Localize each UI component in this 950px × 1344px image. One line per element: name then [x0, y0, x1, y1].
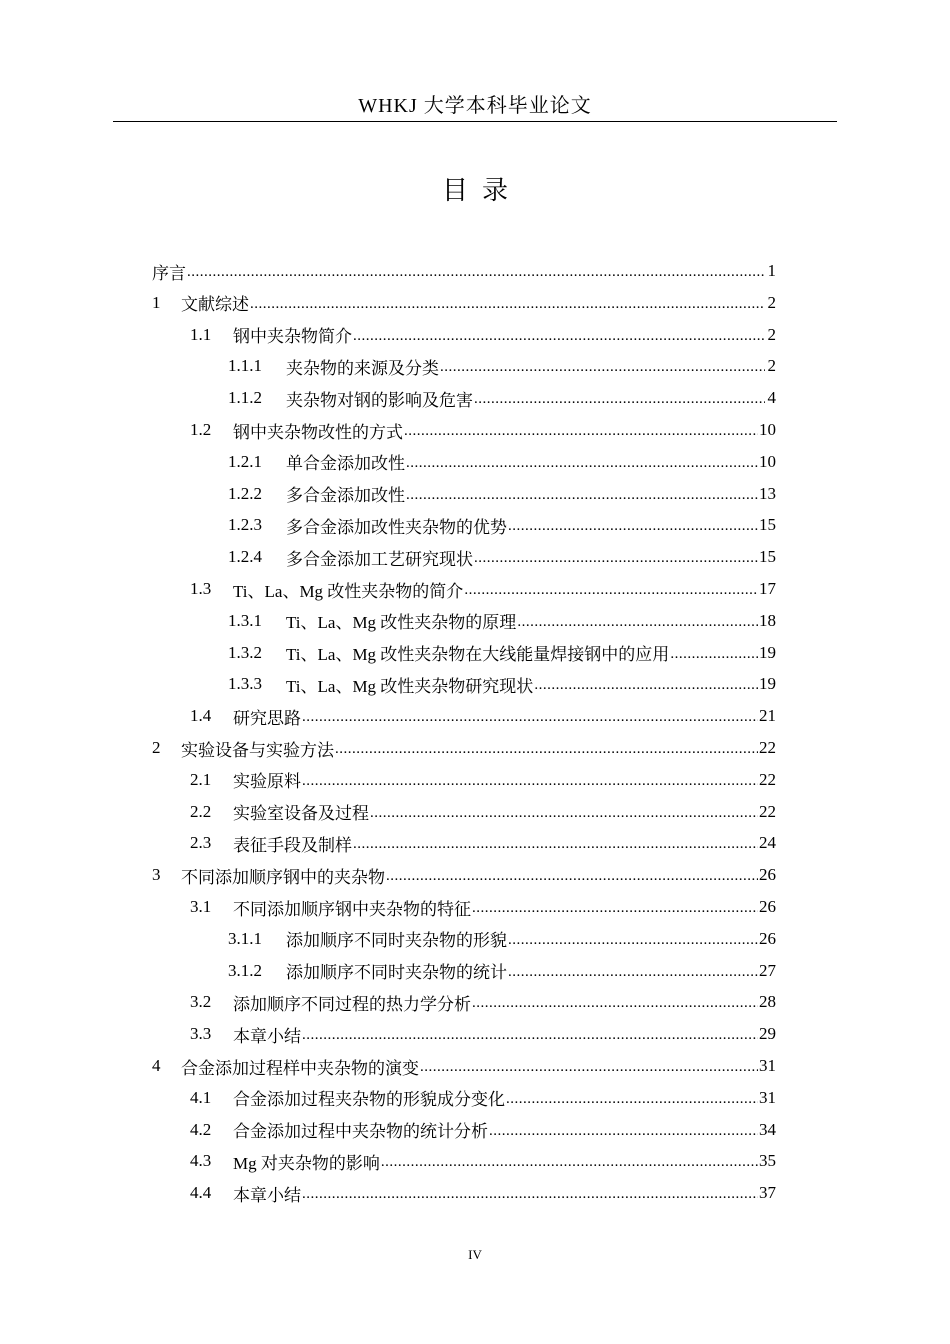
toc-leader-dots [381, 1152, 758, 1170]
toc-entry-number: 3.1.2 [228, 960, 262, 980]
toc-entry-number: 1.1.1 [228, 356, 262, 376]
toc-entry-number: 1.1 [190, 324, 212, 344]
toc-entry-page: 15 [759, 515, 776, 535]
toc-entry[interactable] [190, 415, 776, 445]
toc-leader-dots [508, 930, 758, 948]
toc-entry-title: 文献综述 [181, 295, 249, 315]
toc-leader-dots [474, 389, 765, 407]
toc-entry-page: 31 [759, 1087, 776, 1107]
toc-entry-number: 1.2.3 [228, 515, 262, 535]
toc-entry[interactable] [228, 447, 776, 477]
toc-entry-number: 1.3 [190, 579, 212, 598]
toc-entry-page: 26 [759, 865, 776, 885]
toc-entry-page: 22 [759, 738, 776, 757]
toc-entry[interactable] [190, 765, 776, 795]
toc-entry-title: 实验室设备及过程 [233, 804, 369, 824]
toc-entry-page: 18 [759, 610, 776, 630]
toc-entry[interactable] [190, 1083, 776, 1113]
toc-leader-dots [406, 453, 758, 471]
toc-entry-number: 1.4 [190, 706, 212, 726]
toc-leader-dots [250, 294, 765, 312]
toc-entry[interactable] [152, 1051, 776, 1081]
toc-entry-title: Ti、La、Mg 改性夹杂物研究现状 [286, 676, 534, 696]
toc-entry-page: 24 [759, 833, 776, 853]
toc-entry-page: 10 [759, 420, 776, 439]
toc-entry-title: 夹杂物的来源及分类 [286, 358, 439, 378]
toc-leader-dots [386, 866, 758, 884]
toc-entry-page: 2 [767, 356, 776, 376]
toc-entry-number: 2.1 [190, 769, 212, 789]
toc-entry-number: 1.3.1 [228, 610, 262, 630]
toc-entry-title: 钢中夹杂物改性的方式 [233, 422, 403, 442]
toc-leader-dots [670, 644, 758, 662]
toc-entry-page: 13 [759, 483, 776, 503]
toc-entry[interactable] [190, 797, 776, 827]
toc-entry-title: 单合金添加改性 [286, 454, 405, 474]
toc-entry[interactable] [228, 956, 776, 986]
toc-entry-title: Mg 对夹杂物的影响 [233, 1153, 380, 1173]
toc-entry[interactable] [190, 701, 776, 731]
toc-entry[interactable] [152, 733, 776, 763]
toc-entry-number: 3.1 [190, 897, 212, 916]
toc-entry-page: 34 [759, 1119, 776, 1139]
toc-entry-title: Ti、La、Mg 改性夹杂物的原理 [286, 613, 517, 633]
toc-entry-title: 实验设备与实验方法 [181, 740, 334, 760]
toc-entry[interactable] [228, 606, 776, 636]
toc-entry[interactable] [228, 924, 776, 954]
toc-leader-dots [335, 739, 758, 757]
toc-leader-dots [302, 1025, 758, 1043]
toc-entry-number: 1.3.3 [228, 674, 262, 694]
toc-leader-dots [404, 421, 758, 439]
toc-leader-dots [489, 1121, 758, 1139]
toc-title: 目录 [441, 176, 522, 206]
toc-leader-dots [472, 898, 758, 916]
toc-leader-dots [506, 1089, 758, 1107]
toc-entry-title: 本章小结 [233, 1185, 301, 1205]
toc-entry-number: 4.1 [190, 1087, 212, 1107]
toc-entry-title: Ti、La、Mg 改性夹杂物的简介 [233, 581, 464, 601]
toc-entry-page: 4 [767, 388, 776, 408]
toc-entry[interactable] [228, 351, 776, 381]
toc-leader-dots [440, 357, 765, 375]
toc-entry-title: 添加顺序不同时夹杂物的统计 [286, 963, 507, 983]
toc-entry-title: 添加顺序不同时夹杂物的形貌 [286, 931, 507, 951]
toc-entry-number: 2 [152, 738, 161, 757]
toc-entry-title: 本章小结 [233, 1026, 301, 1046]
toc-entry-title: 多合金添加改性夹杂物的优势 [286, 517, 507, 537]
toc-entry-title: Ti、La、Mg 改性夹杂物在大线能量焊接钢中的应用 [286, 645, 670, 665]
toc-entry-page: 22 [759, 769, 776, 789]
toc-leader-dots [353, 834, 758, 852]
toc-entry-number: 3.1.1 [228, 928, 262, 948]
toc-leader-dots [508, 962, 758, 980]
toc-entry[interactable] [190, 1019, 776, 1049]
toc-entry[interactable] [190, 1115, 776, 1145]
toc-entry[interactable] [190, 987, 776, 1017]
toc-entry-number: 1.2.2 [228, 483, 262, 503]
toc-leader-dots [508, 516, 758, 534]
toc-entry[interactable] [190, 1146, 776, 1176]
toc-leader-dots [517, 612, 758, 630]
toc-leader-dots [406, 485, 758, 503]
toc-entry[interactable] [152, 288, 776, 318]
toc-entry-page: 31 [759, 1056, 776, 1075]
toc-entry-number: 1.2.1 [228, 451, 262, 471]
toc-entry[interactable] [228, 479, 776, 509]
toc-entry-number: 1.2.4 [228, 547, 262, 567]
toc-entry-title: 合金添加过程样中夹杂物的演变 [181, 1058, 419, 1078]
toc-entry-page: 19 [759, 642, 776, 662]
toc-leader-dots [187, 262, 765, 280]
toc-entry[interactable] [228, 542, 776, 572]
toc-entry-title: 多合金添加改性 [286, 486, 405, 506]
toc-entry-page: 15 [759, 547, 776, 567]
toc-entry-number: 1.2 [190, 420, 212, 439]
toc-entry[interactable] [228, 510, 776, 540]
toc-entry-title: 实验原料 [233, 772, 301, 792]
toc-entry-page: 26 [759, 897, 776, 916]
toc-leader-dots [474, 548, 758, 566]
toc-entry-number: 3.3 [190, 1024, 212, 1044]
toc-leader-dots [302, 1184, 758, 1202]
toc-leader-dots [302, 771, 758, 789]
toc-leader-dots [472, 993, 758, 1011]
toc-entry[interactable] [190, 320, 776, 350]
toc-leader-dots [302, 707, 758, 725]
toc-entry-page: 19 [759, 674, 776, 694]
toc-entry[interactable] [190, 1178, 776, 1208]
toc-entry-title: 序言 [152, 263, 186, 283]
toc-entry-page: 28 [759, 992, 776, 1012]
toc-leader-dots [370, 803, 758, 821]
toc-entry[interactable] [152, 860, 776, 890]
toc-entry-number: 4.3 [190, 1151, 212, 1171]
toc-entry[interactable] [190, 828, 776, 858]
toc-entry-page: 1 [767, 261, 776, 280]
toc-entry-page: 17 [759, 579, 776, 598]
toc-entry-number: 4.2 [190, 1119, 212, 1139]
toc-entry-title: 多合金添加工艺研究现状 [286, 549, 473, 569]
toc-entry[interactable] [228, 669, 776, 699]
toc-entry-title: 合金添加过程中夹杂物的统计分析 [233, 1122, 488, 1142]
page-number: IV [468, 1247, 482, 1262]
toc-entry-page: 2 [767, 324, 776, 344]
toc-entry-title: 不同添加顺序钢中的夹杂物 [181, 867, 385, 887]
toc-entry[interactable] [228, 383, 776, 413]
toc-entry-title: 表征手段及制样 [233, 835, 352, 855]
toc-entry[interactable] [152, 256, 776, 286]
toc-entry-page: 35 [759, 1151, 776, 1171]
toc-entry-title: 研究思路 [233, 708, 301, 728]
toc-entry-page: 37 [759, 1183, 776, 1203]
toc-entry-title: 不同添加顺序钢中夹杂物的特征 [233, 899, 471, 919]
toc-leader-dots [353, 326, 765, 344]
toc-entry-title: 钢中夹杂物简介 [233, 327, 352, 347]
toc-entry-page: 21 [759, 706, 776, 726]
toc-entry[interactable] [228, 638, 776, 668]
toc-entry-title: 合金添加过程夹杂物的形貌成分变化 [233, 1090, 505, 1110]
toc-entry[interactable] [190, 892, 776, 922]
toc-entry-title: 夹杂物对钢的影响及危害 [286, 390, 473, 410]
toc-leader-dots [420, 1057, 758, 1075]
toc-entry-number: 1 [152, 292, 161, 312]
toc-entry-page: 27 [759, 960, 776, 980]
toc-leader-dots [464, 580, 758, 598]
toc-entry-number: 3 [152, 865, 161, 885]
toc-entry-number: 2.2 [190, 801, 212, 821]
toc-entry-page: 29 [759, 1024, 776, 1044]
toc-entry-page: 22 [759, 801, 776, 821]
toc-entry-number: 2.3 [190, 833, 212, 853]
toc-entry-page: 10 [759, 451, 776, 471]
toc-entry[interactable] [190, 574, 776, 604]
toc-entry-number: 1.3.2 [228, 642, 262, 662]
toc-entry-number: 4 [152, 1056, 161, 1075]
toc-entry-number: 1.1.2 [228, 388, 262, 408]
toc-entry-number: 4.4 [190, 1183, 212, 1203]
toc-leader-dots [534, 675, 758, 693]
toc-entry-page: 2 [767, 292, 776, 312]
toc-entry-title: 添加顺序不同过程的热力学分析 [233, 994, 471, 1014]
toc-entry-number: 3.2 [190, 992, 212, 1012]
page-header: WHKJ 大学本科毕业论文 [358, 95, 592, 117]
header-rule [113, 121, 837, 122]
toc-entry-page: 26 [759, 928, 776, 948]
